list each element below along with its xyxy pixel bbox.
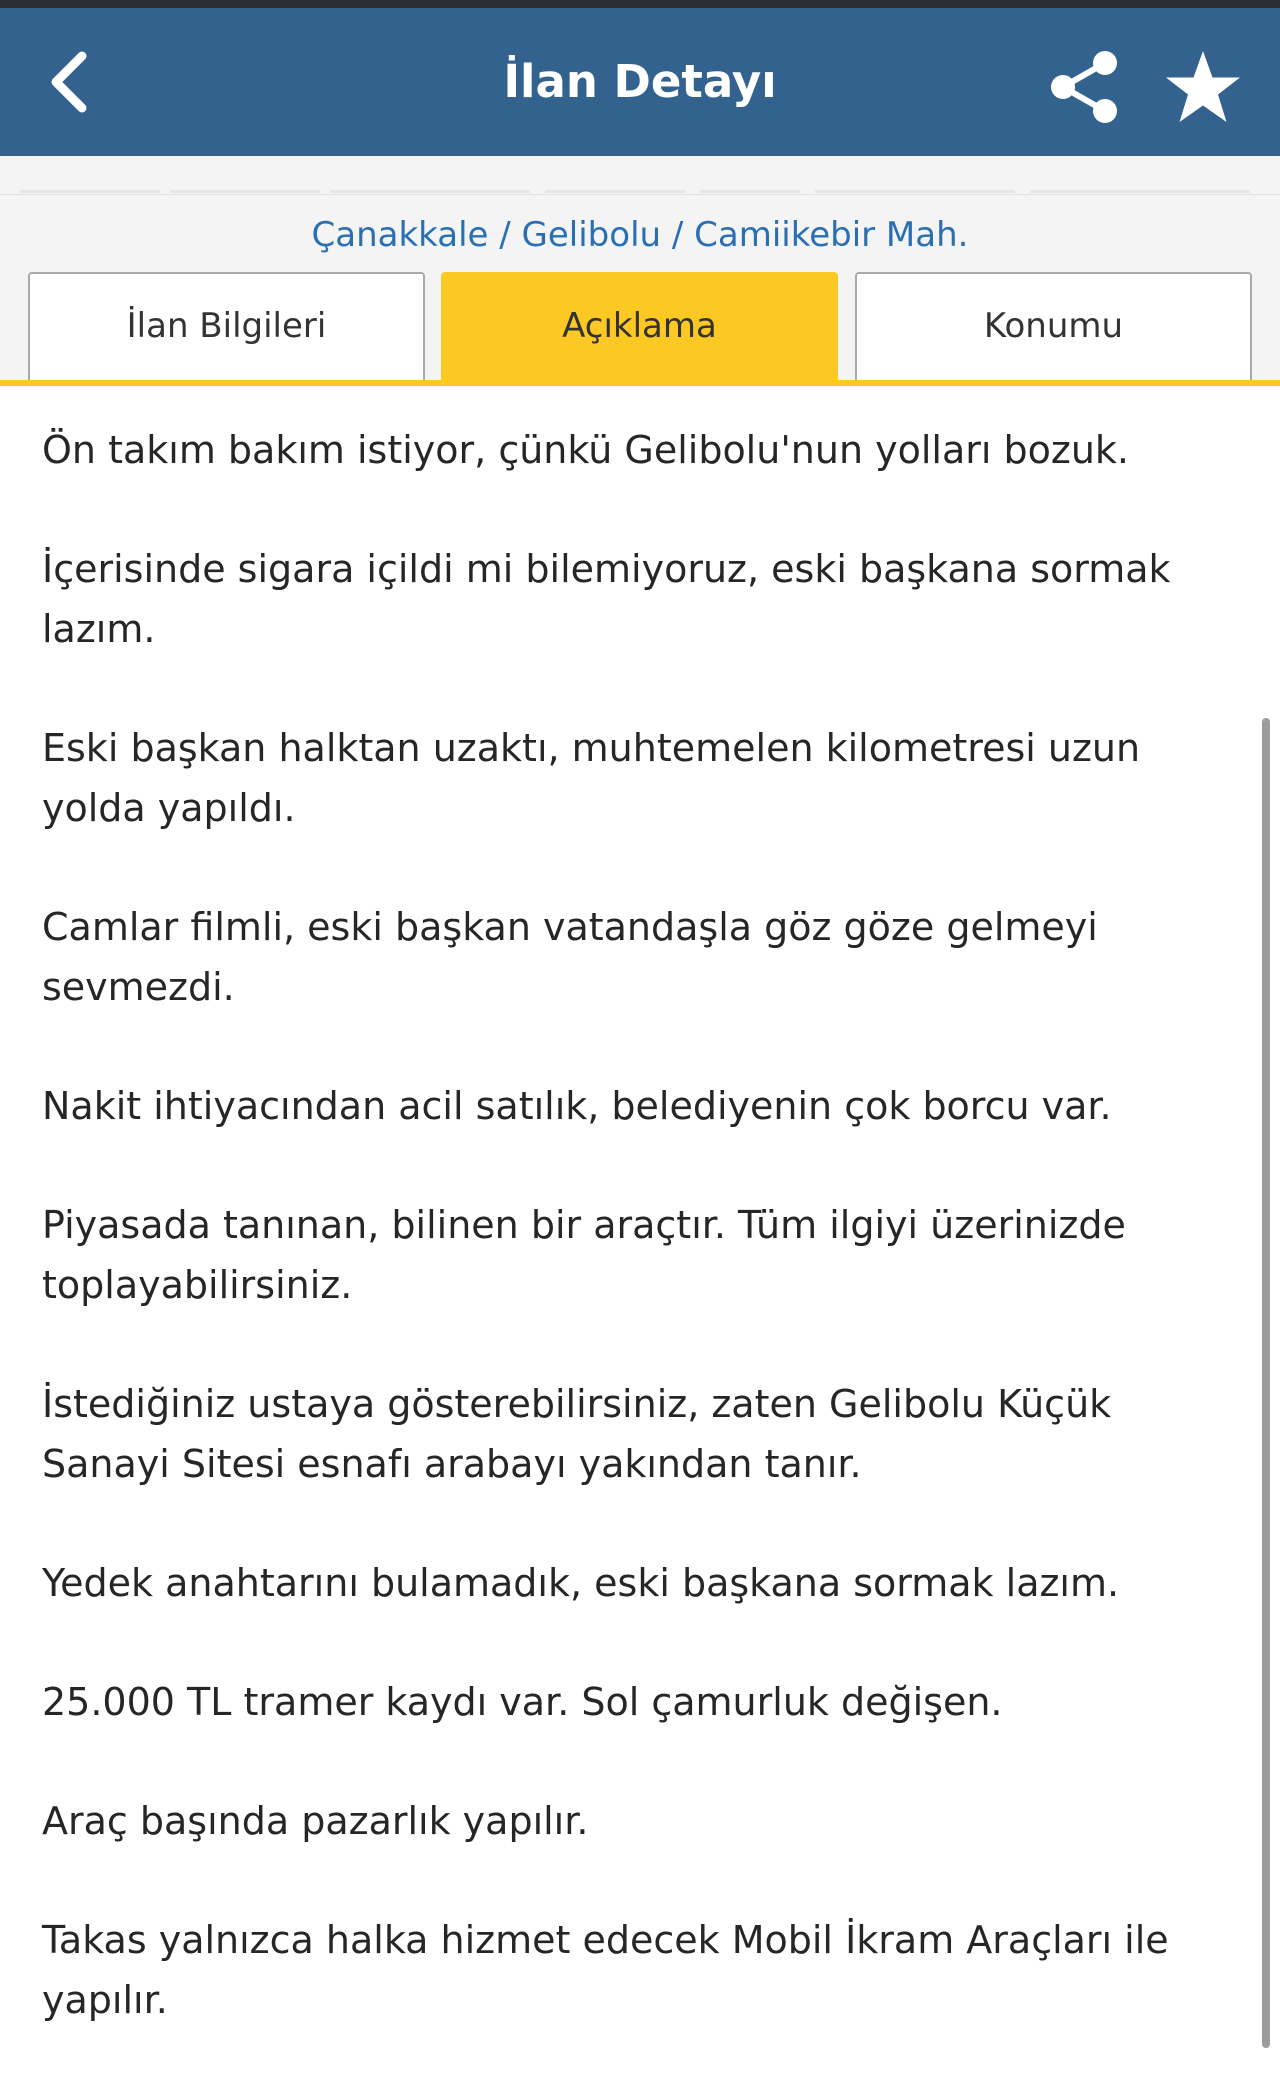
tab-konumu[interactable]: Konumu <box>855 272 1252 381</box>
app-header <box>0 8 1280 156</box>
location-breadcrumb[interactable]: Çanakkale / Gelibolu / Camiikebir Mah. <box>311 215 969 255</box>
description-paragraph: Araç başında pazarlık yapılır. <box>42 1799 589 1843</box>
description-paragraph: Eski başkan halktan uzaktı, muhtemelen kilometresi uzun yolda yapıldı. <box>42 726 1141 830</box>
header-shadow-strip <box>0 156 1280 195</box>
description-paragraph: Nakit ihtiyacından acil satılık, belediyenin çok borcu var. <box>42 1084 1112 1128</box>
description-paragraph: Yedek anahtarını bulamadık, eski başkana sormak lazım. <box>42 1561 1120 1605</box>
description-paragraph: İstediğiniz ustaya gösterebilirsiniz, zaten Gelibolu Küçük Sanayi Sitesi esnafı arabayı yakından tanır. <box>42 1382 1112 1486</box>
description-paragraph: Camlar filmli, eski başkan vatandaşla göz göze gelmeyi sevmezdi. <box>42 905 1098 1009</box>
description-paragraph: Takas yalnızca halka hizmet edecek Mobil İkram Araçları ile yapılır. <box>42 1918 1169 2022</box>
share-button[interactable] <box>1040 42 1130 132</box>
description-content <box>42 420 1222 2089</box>
chevron-left-icon <box>46 50 90 114</box>
description-paragraph: İçerisinde sigara içildi mi bilemiyoruz, eski başkana sormak lazım. <box>42 547 1171 651</box>
description-paragraph: Piyasada tanınan, bilinen bir araçtır. Tüm ilgiyi üzerinizde toplayabilirsiniz. <box>42 1203 1126 1307</box>
share-icon <box>1049 49 1121 125</box>
back-button[interactable] <box>28 42 108 122</box>
tab-aciklama[interactable]: Açıklama <box>441 272 838 381</box>
page-title: İlan Detayı <box>503 55 777 108</box>
scrollbar[interactable] <box>1262 718 1270 2048</box>
tab-underline <box>0 380 1280 386</box>
description-paragraph: Ön takım bakım istiyor, çünkü Gelibolu'nun yolları bozuk. <box>42 428 1129 472</box>
location-bar <box>0 195 1280 273</box>
tab-ilan-bilgileri[interactable]: İlan Bilgileri <box>28 272 425 381</box>
star-icon <box>1164 49 1242 125</box>
description-paragraph: 25.000 TL tramer kaydı var. Sol çamurluk değişen. <box>42 1680 1003 1724</box>
favorite-button[interactable] <box>1158 42 1248 132</box>
status-strip <box>0 0 1280 8</box>
